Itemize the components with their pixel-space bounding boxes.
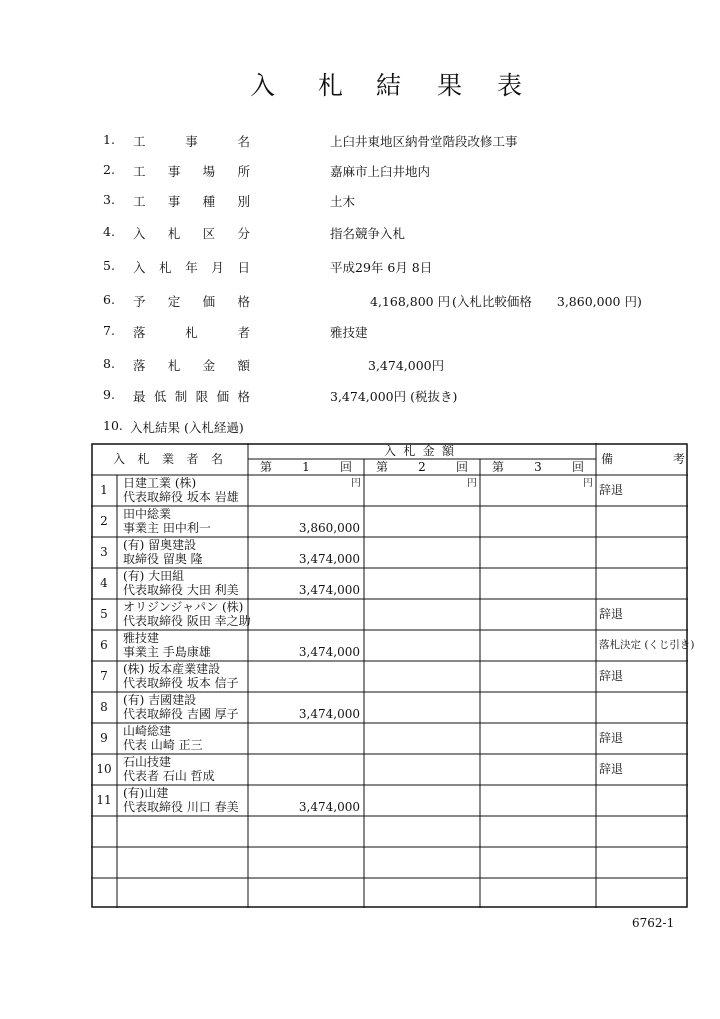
- label-char: 札: [167, 358, 181, 373]
- bid-results-table: [91, 443, 695, 908]
- bidder-representative: 代表取締役 川口 春美: [123, 800, 239, 814]
- page-footer-code: 6762-1: [632, 916, 675, 930]
- bidder-representative: 代表取締役 阪田 幸之助: [123, 614, 251, 628]
- item-label: [133, 162, 250, 180]
- label-char: 予: [133, 294, 146, 309]
- header-bidder-name-char: 業: [161, 452, 174, 466]
- row-number: 5: [100, 607, 108, 621]
- label-char: 限: [195, 389, 209, 404]
- item-value-secondary: (入札比較価格 3,860,000 円): [452, 294, 642, 309]
- item-label: 入札結果 (入札経過): [130, 420, 244, 435]
- header-remarks: [601, 452, 685, 467]
- label-char: 分: [237, 226, 250, 241]
- bidder-company: (株) 坂本産業建設: [123, 662, 221, 676]
- header-round-char: 回: [571, 460, 584, 474]
- item-number: 4.: [103, 224, 115, 239]
- header-round-char: 回: [455, 460, 468, 474]
- remark: 辞退: [599, 483, 624, 497]
- title-char: 果: [437, 71, 463, 100]
- item-value: 指名競争入札: [330, 226, 406, 241]
- header-round-char: 2: [418, 460, 426, 474]
- row-number: 11: [96, 793, 112, 807]
- header-bid-amount: [384, 444, 454, 459]
- bidder-representative: 代表取締役 吉國 厚子: [123, 707, 239, 721]
- label-char: 札: [167, 226, 181, 241]
- header-round-char: 3: [534, 460, 542, 474]
- row-number: 4: [100, 576, 108, 590]
- bidder-company: (有) 留奥建設: [123, 538, 197, 552]
- item-label: [133, 192, 250, 210]
- label-char: 月: [211, 260, 224, 275]
- label-char: 名: [237, 134, 250, 149]
- info-row: [0, 132, 720, 154]
- bidder-representative: 事業主 田中利一: [123, 521, 211, 535]
- item-label: [133, 132, 250, 150]
- header-round: [376, 460, 468, 475]
- bid-amount: 3,860,000: [298, 521, 360, 535]
- header-bid-amount-char: 入: [384, 444, 397, 458]
- item-number: 10.: [103, 418, 123, 433]
- label-char: 落: [133, 325, 146, 340]
- label-char: 価: [216, 389, 230, 404]
- row-number: 8: [100, 700, 108, 714]
- label-char: 所: [237, 164, 250, 179]
- item-number: 1.: [103, 132, 115, 147]
- header-bid-amount-char: 札: [403, 444, 416, 458]
- item-number: 6.: [103, 292, 115, 307]
- header-bidder-name-char: 入: [113, 452, 126, 466]
- header-remarks-char: 考: [672, 452, 685, 466]
- header-bidder-name: [113, 452, 223, 467]
- item-number: 5.: [103, 258, 115, 273]
- bidder-representative: 代表者 石山 哲成: [123, 769, 215, 783]
- yen-unit: 円: [351, 478, 361, 489]
- remark: 辞退: [599, 607, 624, 621]
- item-label: [133, 224, 250, 242]
- label-char: 種: [202, 194, 216, 209]
- item-label: [133, 387, 250, 405]
- bidder-company: オリジンジャパン (株): [123, 600, 244, 614]
- header-round-char: 第: [376, 460, 389, 474]
- label-char: 事: [167, 164, 181, 179]
- info-row: [0, 258, 720, 280]
- row-number: 6: [100, 638, 108, 652]
- item-label: [133, 356, 250, 374]
- row-number: 1: [100, 483, 108, 497]
- label-char: 格: [237, 389, 250, 404]
- bid-amount: 3,474,000: [298, 800, 360, 814]
- title-char: 札: [318, 71, 344, 100]
- header-round-char: 回: [339, 460, 352, 474]
- label-char: 工: [133, 164, 146, 179]
- bidder-company: 日建工業 (株): [123, 476, 197, 490]
- item-value: 4,168,800 円: [370, 294, 451, 309]
- info-row: [0, 292, 720, 314]
- bid-amount: 3,474,000: [298, 645, 360, 659]
- yen-unit: 円: [467, 478, 477, 489]
- header-round: [260, 460, 352, 475]
- info-row: [0, 224, 720, 246]
- info-row: [0, 162, 720, 184]
- remark: 辞退: [599, 762, 624, 776]
- label-char: 区: [202, 226, 216, 241]
- header-round-char: 1: [302, 460, 310, 474]
- label-char: 札: [159, 260, 172, 275]
- item-value: 嘉麻市上臼井地内: [330, 164, 431, 179]
- remark: 辞退: [599, 731, 624, 745]
- label-char: 年: [185, 260, 198, 275]
- header-round-char: 第: [260, 460, 273, 474]
- label-char: 価: [202, 294, 216, 309]
- header-round: [492, 460, 584, 475]
- remark: 辞退: [599, 669, 624, 683]
- info-row: [0, 356, 720, 378]
- info-row: [0, 387, 720, 409]
- info-row: [0, 192, 720, 214]
- item-value: 3,474,000円: [368, 358, 445, 373]
- label-char: 工: [133, 194, 146, 209]
- bidder-representative: 取締役 留奥 隆: [123, 552, 203, 566]
- item-label: [133, 258, 250, 276]
- info-row: [0, 323, 720, 345]
- label-char: 別: [237, 194, 250, 209]
- yen-unit: 円: [583, 478, 593, 489]
- item-value: 雅技建: [330, 325, 368, 340]
- bidder-company: 雅技建: [123, 631, 160, 645]
- label-char: 制: [174, 389, 188, 404]
- item-number: 2.: [103, 162, 115, 177]
- item-label: [133, 323, 250, 341]
- header-bidder-name-char: 名: [210, 452, 223, 466]
- label-char: 格: [237, 294, 250, 309]
- header-bidder-name-char: 者: [186, 452, 199, 466]
- bidder-company: (有) 吉國建設: [123, 693, 197, 707]
- label-char: 事: [185, 134, 198, 149]
- row-number: 2: [100, 514, 108, 528]
- row-number: 9: [100, 731, 108, 745]
- header-round-char: 第: [492, 460, 505, 474]
- item-value: 上臼井東地区納骨堂階段改修工事: [330, 134, 518, 149]
- item-number: 3.: [103, 192, 115, 207]
- bid-amount: 3,474,000: [298, 583, 360, 597]
- label-char: 低: [153, 389, 167, 404]
- item-label: [133, 292, 250, 310]
- item-10: [0, 418, 720, 440]
- header-bid-amount-char: 金: [422, 444, 435, 458]
- label-char: 者: [237, 325, 250, 340]
- item-value: 土木: [330, 194, 356, 209]
- row-number: 3: [100, 545, 108, 559]
- bidder-company: (有)山建: [123, 786, 169, 800]
- label-char: 日: [237, 260, 250, 275]
- bidder-company: (有) 大田組: [123, 569, 185, 583]
- bidder-company: 石山技建: [123, 755, 172, 769]
- row-number: 10: [96, 762, 112, 776]
- title-char: 表: [497, 71, 523, 100]
- bidder-representative: 代表取締役 坂本 岩雄: [123, 490, 239, 504]
- item-number: 8.: [103, 356, 115, 371]
- label-char: 額: [237, 358, 250, 373]
- bid-amount: 3,474,000: [298, 552, 360, 566]
- label-char: 定: [167, 294, 181, 309]
- header-bid-amount-char: 額: [441, 444, 454, 458]
- bidder-company: 山崎総建: [123, 724, 172, 738]
- label-char: 入: [133, 226, 146, 241]
- bidder-representative: 代表取締役 大田 利美: [123, 583, 239, 597]
- label-char: 金: [202, 358, 216, 373]
- bidder-company: 田中総業: [123, 507, 172, 521]
- label-char: 落: [133, 358, 146, 373]
- bidder-representative: 代表 山崎 正三: [123, 738, 203, 752]
- bid-amount: 3,474,000: [298, 707, 360, 721]
- header-bidder-name-char: 札: [137, 452, 150, 466]
- row-number: 7: [100, 669, 108, 683]
- item-value: 3,474,000円 (税抜き): [330, 389, 458, 404]
- item-number: 7.: [103, 323, 115, 338]
- label-char: 札: [185, 325, 198, 340]
- header-remarks-char: 備: [601, 452, 614, 466]
- label-char: 場: [202, 164, 216, 179]
- label-char: 工: [133, 134, 146, 149]
- title-char: 結: [376, 71, 402, 100]
- label-char: 最: [133, 389, 146, 404]
- bidder-representative: 代表取締役 坂本 信子: [123, 676, 239, 690]
- label-char: 入: [133, 260, 146, 275]
- item-value: 平成29年 6月 8日: [330, 260, 433, 275]
- label-char: 事: [167, 194, 181, 209]
- remark: 落札決定 (くじ引き): [599, 639, 695, 651]
- title-char: 入: [250, 71, 276, 100]
- page-title: [0, 66, 720, 100]
- item-number: 9.: [103, 387, 115, 402]
- bidder-representative: 事業主 手島康雄: [123, 645, 211, 659]
